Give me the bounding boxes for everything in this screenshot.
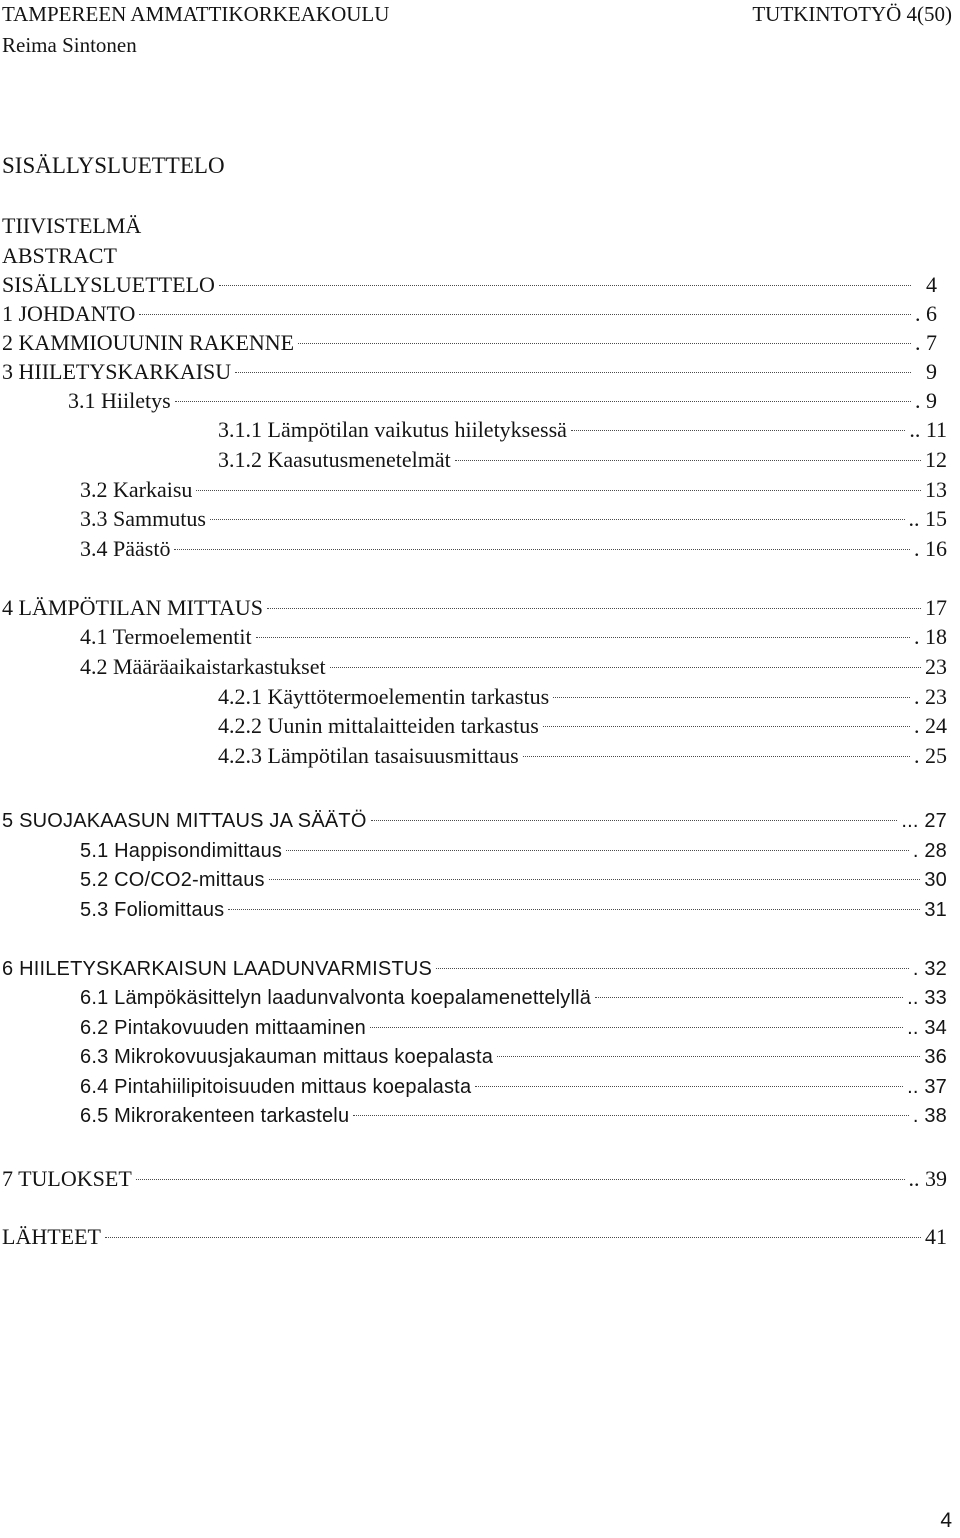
toc-page: . 9 <box>915 388 937 413</box>
toc-label: SISÄLLYSLUETTELO <box>2 272 215 297</box>
toc-entry <box>2 330 937 356</box>
toc-label: 4 LÄMPÖTILAN MITTAUS <box>2 595 264 620</box>
toc-leader <box>210 519 905 520</box>
toc-entry <box>218 417 947 443</box>
toc-label: 5 SUOJAKAASUN MITTAUS JA SÄÄTÖ <box>2 810 367 832</box>
toc-leader <box>595 997 903 998</box>
toc-entry <box>80 838 947 864</box>
toc-label: 4.2 Määräaikaistarkastukset <box>80 654 326 679</box>
toc-page: . 25 <box>914 743 947 768</box>
toc-label: 3.4 Päästö <box>80 536 171 561</box>
toc-label: 3.1.1 Lämpötilan vaikutus hiiletyksessä <box>218 417 567 442</box>
toc-entry <box>218 684 947 710</box>
front-matter-item: TIIVISTELMÄ <box>2 213 142 238</box>
toc-label: 4.2.3 Lämpötilan tasaisuusmittaus <box>218 743 519 768</box>
toc-label: 5.1 Happisondimittaus <box>80 840 283 862</box>
toc-label: 4.2.1 Käyttötermoelementin tarkastus <box>218 684 550 709</box>
toc-leader <box>174 549 910 550</box>
toc-page: .. 37 <box>907 1076 947 1098</box>
toc-leader <box>228 909 920 910</box>
toc-page: 4 <box>926 272 937 297</box>
toc-label: 6.2 Pintakovuuden mittaaminen <box>80 1017 366 1039</box>
toc-entry <box>80 536 947 562</box>
front-matter-item: ABSTRACT <box>2 243 117 268</box>
toc-page: . 24 <box>914 713 947 738</box>
toc-label: 6.4 Pintahiilipitoisuuden mittaus koepalasta <box>80 1076 472 1098</box>
toc-page: . 6 <box>915 301 937 326</box>
toc-leader <box>436 968 909 969</box>
toc-page: . 18 <box>914 624 947 649</box>
toc-leader <box>455 460 921 461</box>
toc-label: 6.1 Lämpökäsittelyn laadunvalvonta koepalamenettelyllä <box>80 987 592 1009</box>
toc-entry <box>218 743 947 769</box>
toc-page: ... 27 <box>901 810 947 832</box>
toc-entry <box>80 506 947 532</box>
toc-leader <box>370 1027 903 1028</box>
toc-entry <box>2 595 947 621</box>
toc-leader <box>136 1179 905 1180</box>
toc-leader <box>371 820 898 821</box>
header-school: TAMPEREEN AMMATTIKORKEAKOULU <box>2 2 390 26</box>
toc-page: .. 11 <box>909 417 947 442</box>
toc-page: .. 34 <box>907 1017 947 1039</box>
toc-leader <box>571 430 905 431</box>
toc-leader <box>267 608 921 609</box>
toc-entry <box>80 1015 947 1041</box>
toc-label: 5.3 Foliomittaus <box>80 899 225 921</box>
toc-label: 4.2.2 Uunin mittalaitteiden tarkastus <box>218 713 539 738</box>
toc-leader <box>330 667 921 668</box>
toc-leader <box>286 850 909 851</box>
toc-entry <box>2 301 937 327</box>
toc-page: 17 <box>925 595 947 620</box>
toc-page: . 28 <box>912 840 947 862</box>
toc-label: 3.2 Karkaisu <box>80 477 193 502</box>
toc-entry <box>80 477 947 503</box>
toc-label: 5.2 CO/CO2-mittaus <box>80 869 265 891</box>
toc-leader <box>235 372 911 373</box>
toc-entry <box>80 654 947 680</box>
toc-label: 6 HIILETYSKARKAISUN LAADUNVARMISTUS <box>2 958 433 980</box>
toc-page: . 7 <box>915 330 937 355</box>
toc-leader <box>269 879 921 880</box>
toc-label: 1 JOHDANTO <box>2 301 136 326</box>
toc-page: 9 <box>926 359 937 384</box>
toc-entry <box>80 1103 947 1129</box>
toc-label: 6.3 Mikrokovuusjakauman mittaus koepalasta <box>80 1046 494 1068</box>
toc-label: 2 KAMMIOUUNIN RAKENNE <box>2 330 295 355</box>
toc-entry <box>80 985 947 1011</box>
toc-entry <box>80 1074 947 1100</box>
toc-page: .. 15 <box>908 506 947 531</box>
toc-page: . 38 <box>912 1105 947 1127</box>
toc-entry <box>2 808 947 834</box>
toc-entry <box>218 447 947 473</box>
toc-label: 6.5 Mikrorakenteen tarkastelu <box>80 1105 350 1127</box>
toc-page: 31 <box>924 899 947 921</box>
toc-leader <box>256 637 910 638</box>
toc-leader <box>298 343 911 344</box>
toc-label: LÄHTEET <box>2 1224 101 1249</box>
toc-leader <box>553 697 910 698</box>
toc-entry <box>2 272 937 298</box>
toc-entry <box>80 897 947 923</box>
toc-label: 3.1.2 Kaasutusmenetelmät <box>218 447 451 472</box>
toc-page: 12 <box>925 447 947 472</box>
page-number: 4 <box>940 1509 952 1532</box>
toc-leader <box>139 314 911 315</box>
toc-leader <box>353 1115 909 1116</box>
toc-label: 4.1 Termoelementit <box>80 624 252 649</box>
toc-entry <box>80 1044 947 1070</box>
toc-label: 3.3 Sammutus <box>80 506 206 531</box>
toc-label: 3.1 Hiiletys <box>68 388 171 413</box>
toc-leader <box>175 401 911 402</box>
toc-leader <box>497 1056 920 1057</box>
toc-label: 3 HIILETYSKARKAISU <box>2 359 232 384</box>
toc-page: 23 <box>925 654 947 679</box>
toc-entry <box>80 867 947 893</box>
toc-page: 36 <box>924 1046 947 1068</box>
toc-page: 13 <box>925 477 947 502</box>
toc-entry <box>218 713 947 739</box>
toc-entry <box>2 359 937 385</box>
toc-entry <box>80 624 947 650</box>
toc-entry <box>68 388 937 414</box>
toc-leader <box>475 1086 903 1087</box>
toc-label: 7 TULOKSET <box>2 1166 132 1191</box>
toc-leader <box>543 726 910 727</box>
toc-page: . 32 <box>912 958 947 980</box>
toc-page: 30 <box>924 869 947 891</box>
toc-entry <box>2 1224 947 1250</box>
toc-entry <box>2 956 947 982</box>
toc-leader <box>219 285 911 286</box>
header-doc-id: TUTKINTOTYÖ 4(50) <box>752 2 952 26</box>
toc-leader <box>105 1237 921 1238</box>
toc-leader <box>196 490 921 491</box>
toc-page: . 16 <box>914 536 947 561</box>
toc-leader <box>523 756 910 757</box>
page-title: SISÄLLYSLUETTELO <box>2 153 225 178</box>
toc-page: 41 <box>925 1224 947 1249</box>
toc-page: . 23 <box>914 684 947 709</box>
toc-page: .. 33 <box>907 987 947 1009</box>
toc-entry <box>2 1166 947 1192</box>
toc-page: .. 39 <box>908 1166 947 1191</box>
header-author: Reima Sintonen <box>2 33 137 57</box>
